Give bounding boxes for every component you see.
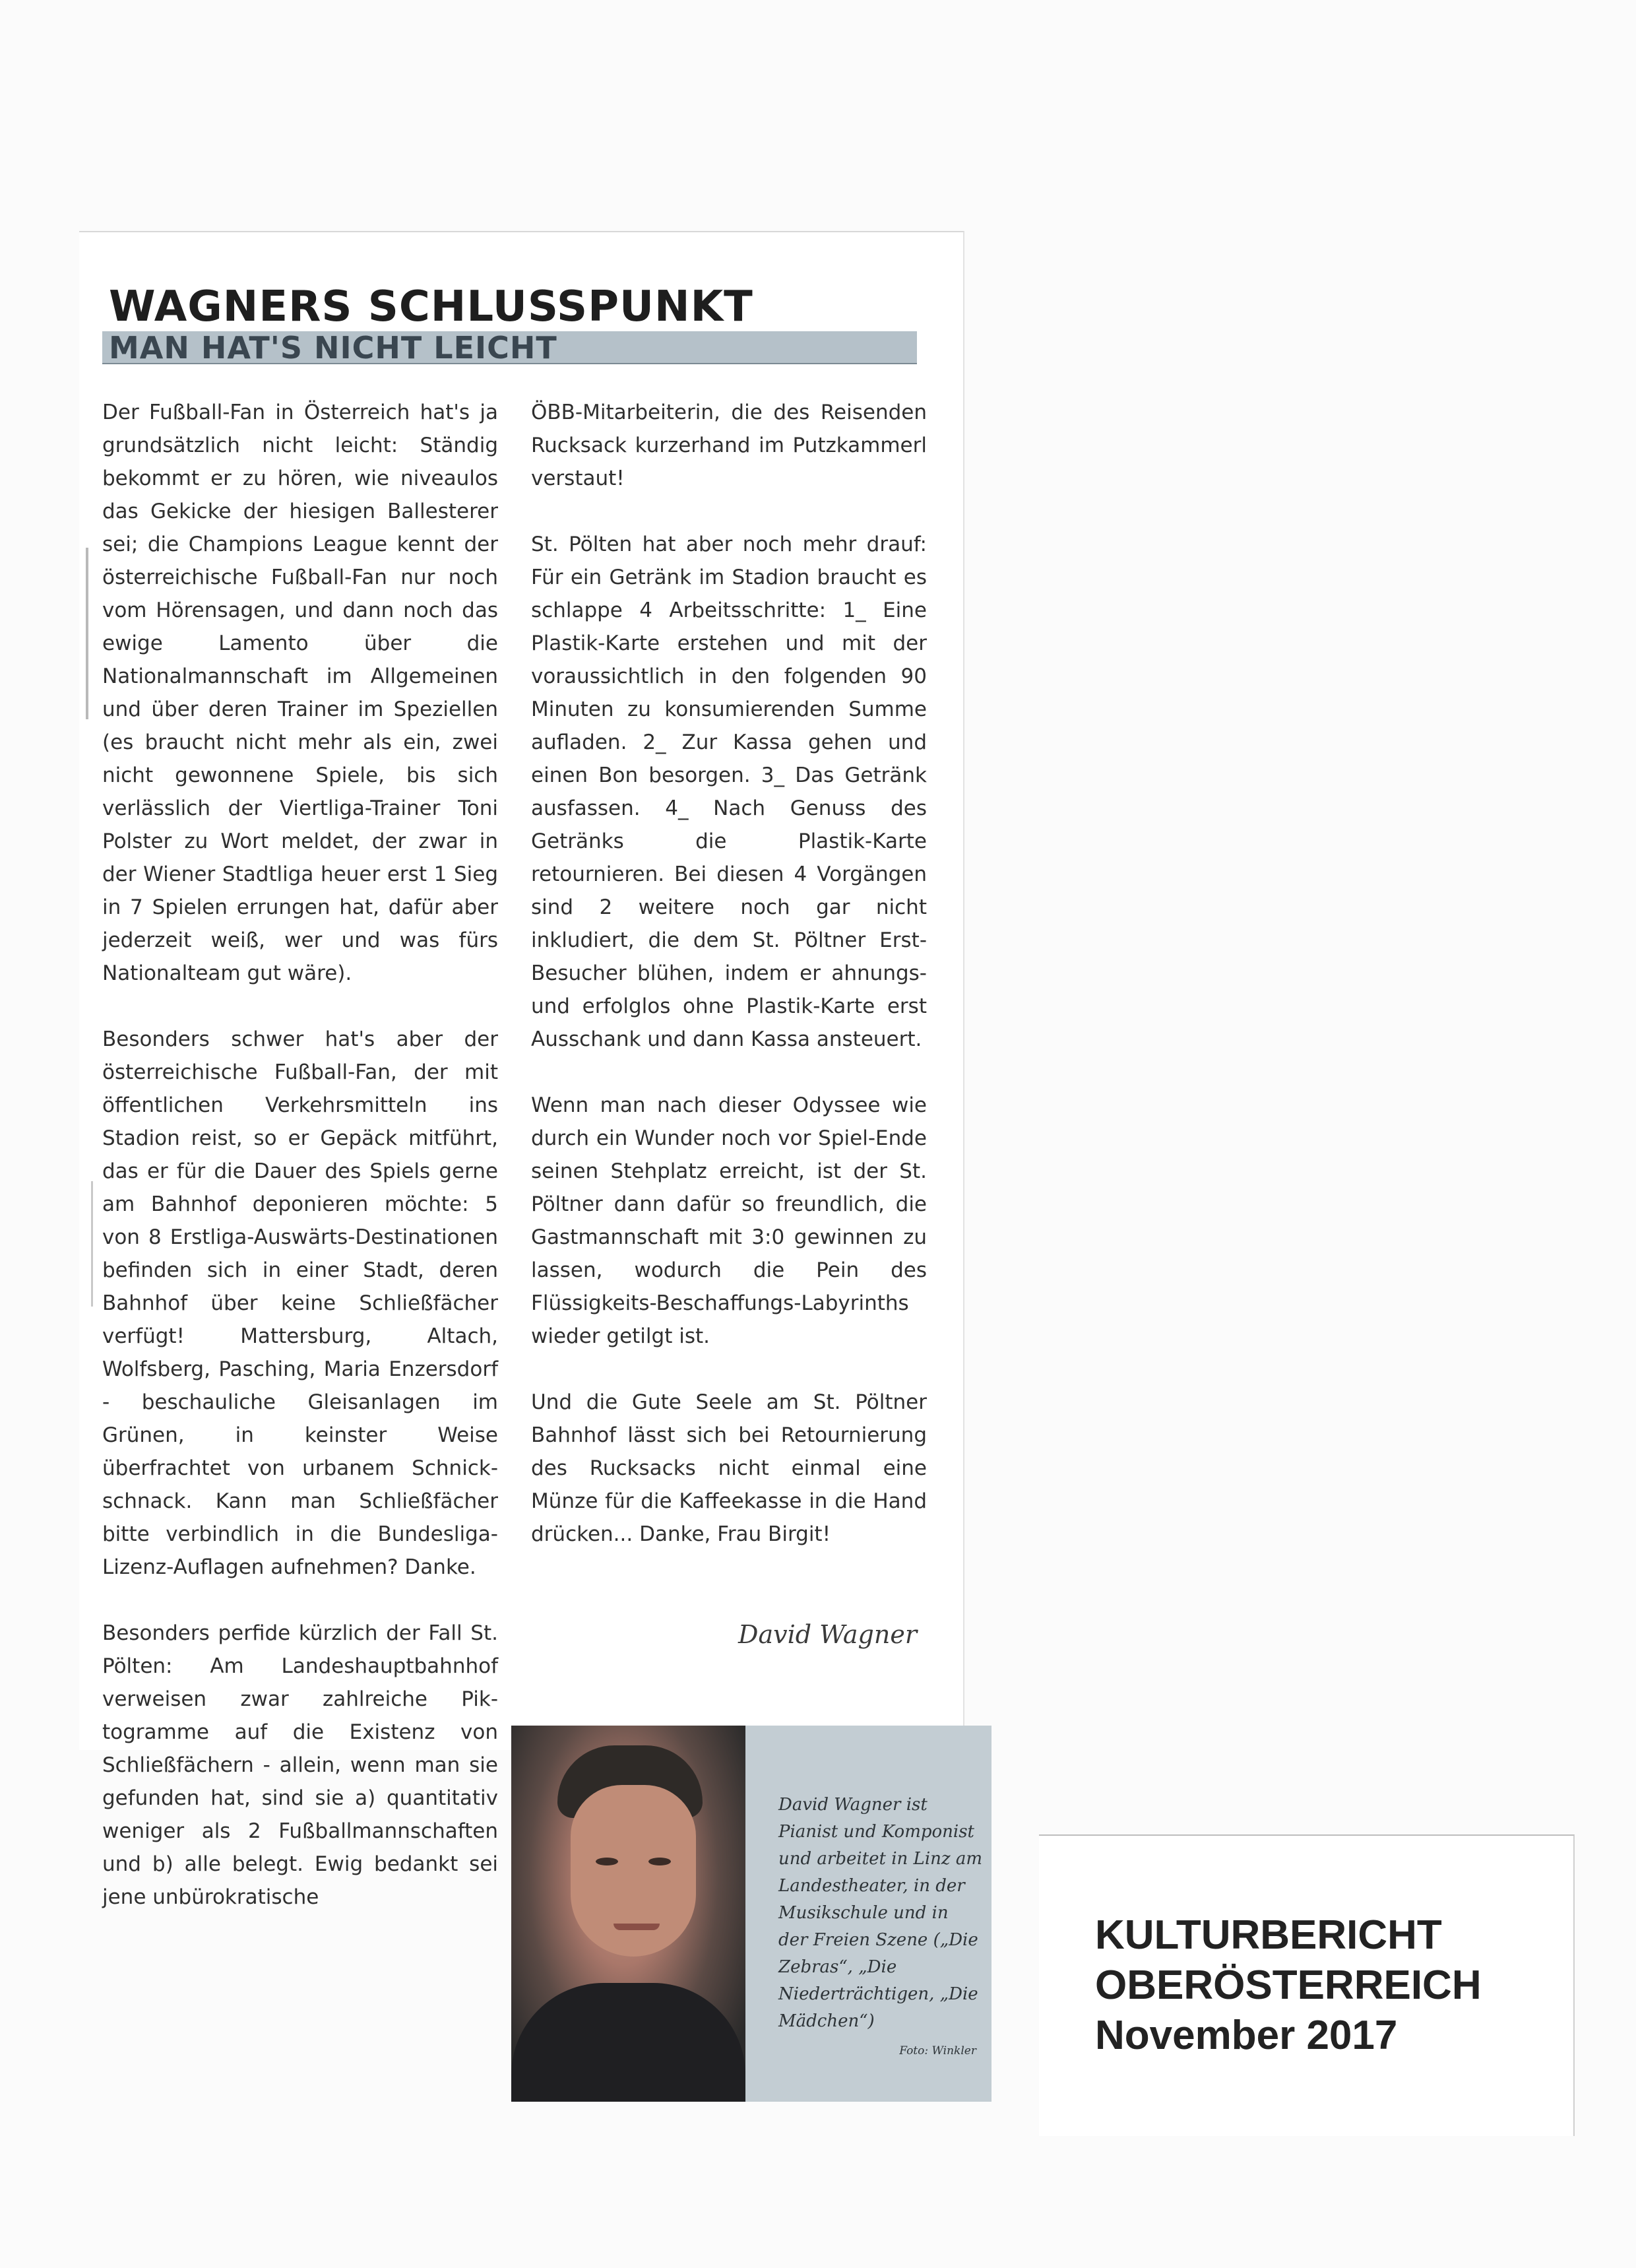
photo-credit: Foto: Winkler <box>899 2044 976 2057</box>
article-column-right <box>531 396 927 1584</box>
paragraph: Der Fußball-Fan in Österreich hat's ja grundsätzlich nicht leicht: Ständig bekommt er zu hören, wie niveaulos das Gekicke der hiesigen Ballesterer sei; die Champions League kennt der österreichische Fußball-Fan nur noch vom Hörensagen, und dann noch das ewige Lamento über die Nationalmannschaft im Allgemeinen und über deren Trainer im Speziellen (es braucht nicht mehr als ein, zwei nicht gewonnene Spiele, bis sich verlässlich der Viertliga-Trainer Toni Polster zu Wort meldet, der zwar in der Wiener Stadtliga heuer erst 1 Sieg in 7 Spielen errungen hat, dafür aber jederzeit weiß, wer und was fürs Nationalteam gut wäre). <box>102 401 498 985</box>
paragraph: Und die Gute Seele am St. Pöltner Bahnhof lässt sich bei Retournierung des Rucksacks nicht einmal eine Münze für die Kaffeekasse in die Hand drücken... Danke, Frau Birgit! <box>531 1390 927 1546</box>
source-label-line: OBERÖSTERREICH <box>1095 1962 1482 2008</box>
author-signature: David Wagner <box>738 1620 917 1649</box>
author-photo <box>511 1726 745 2102</box>
paragraph: ÖBB-Mitarbeiterin, die des Reisenden Rucksack kurzerhand im Putzkammerl verstaut! <box>531 401 927 490</box>
paragraph: Besonders schwer hat's aber der österreichische Fußball-Fan, der mit öffentlichen Verkehrsmitteln ins Stadion reist, so er Gepäck mitführt, das er für die Dauer des Spiels gerne am Bahnhof deponieren möchte: 5 von 8 Erstliga-Auswärts-Destinationen befinden sich in einer Stadt, deren Bahnhof über keine Schließfächer verfügt! Mattersburg, Altach, Wolfsberg, Pasching, Maria Enzersdorf - beschauliche Gleisanlagen im Grünen, in keinster Weise überfrachtet von urbanem Schnickschnack. Kann man Schließfächer bitte verbindlich in die Bundesliga-Lizenz-Auflagen aufnehmen? Danke. <box>102 1027 498 1579</box>
article-headline: WAGNERS SCHLUSSPUNKT <box>109 282 753 331</box>
author-bio-text: David Wagner ist Pianist und Komponist und arbeitet in Linz am Landestheater, in der Musikschule und in der Freien Szene („Die Zebras“, „Die Niederträchtigen, „Die Mädchen“) <box>778 1795 982 2031</box>
article-subheadline: MAN HAT'S NICHT LEICHT <box>109 330 557 366</box>
source-label <box>1095 1910 1482 2061</box>
article-column-left <box>102 396 498 1947</box>
source-label-date: November 2017 <box>1095 2013 1398 2058</box>
margin-rule <box>86 548 88 719</box>
paragraph: Wenn man nach dieser Odyssee wie durch ein Wunder noch vor Spiel-Ende seinen Stehplatz erreicht, ist der St. Pöltner dann dafür so freundlich, die Gastmannschaft mit 3:0 gewinnen zu lassen, wodurch die Pein des Flüssigkeits-Beschaffungs-Labyrinths wieder getilgt ist. <box>531 1093 927 1348</box>
paragraph: St. Pölten hat aber noch mehr drauf: Für ein Getränk im Stadion braucht es schlappe 4 Arbeitsschritte: 1_ Eine Plastik-Karte erstehen und mit der voraussichtlich in den folgenden 90 Minuten zu konsumierenden Summe aufladen. 2_ Zur Kassa gehen und einen Bon besorgen. 3_ Das Getränk ausfassen. 4_ Nach Genuss des Getränks die Plastik-Karte retournieren. Bei diesen 4 Vorgängen sind 2 weitere noch gar nicht inkludiert, die dem St. Pöltner Erst-Besucher blühen, indem er ahnungs- und erfolglos ohne Plastik-Karte erst Ausschank und dann Kassa ansteuert. <box>531 533 927 1051</box>
margin-rule <box>91 1181 93 1307</box>
source-label-line: KULTURBERICHT <box>1095 1912 1442 1958</box>
paragraph: Besonders perfide kürzlich der Fall St. Pölten: Am Landeshauptbahnhof verweisen zwar zahlreiche Piktogramme auf die Existenz von Schließfächern - allein, wenn man sie gefunden hat, sind sie a) quantitativ weniger als 2 Fußballmannschaften und b) alle belegt. Ewig bedankt sei jene unbürokratische <box>102 1621 498 1909</box>
